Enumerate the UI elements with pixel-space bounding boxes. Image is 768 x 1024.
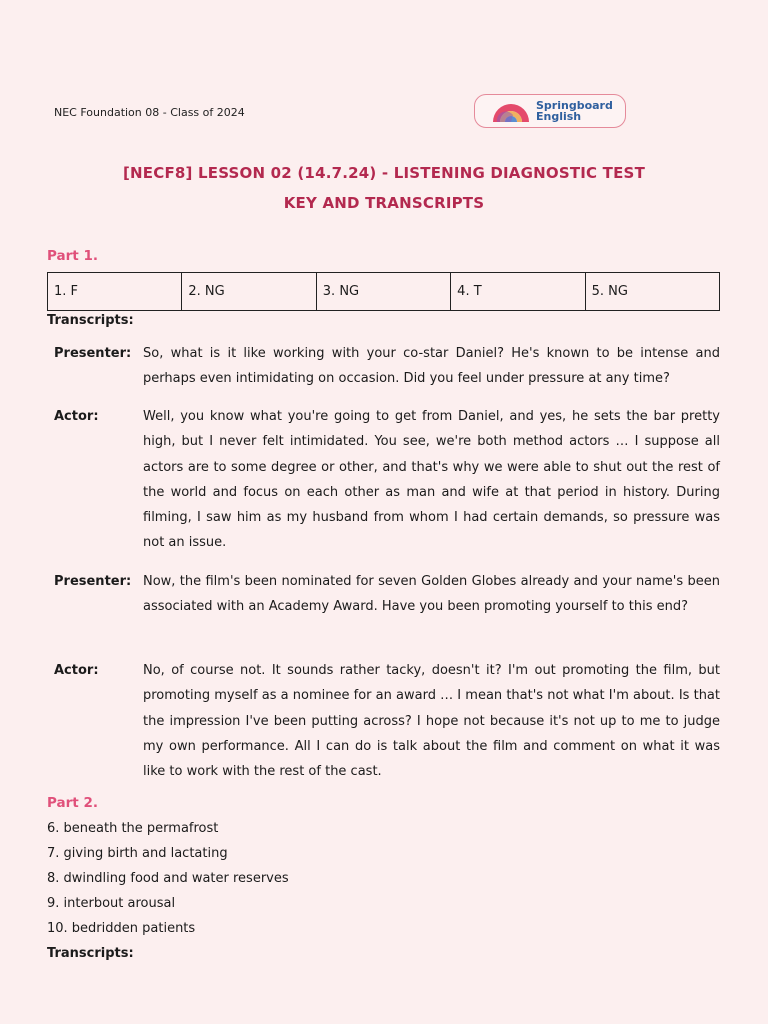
logo-text-line1: Springboard [536,99,613,112]
answer-cell: 1. F [48,273,182,311]
table-row [48,273,720,311]
list-item: 10. bedridden patients [47,921,196,936]
list-item: 9. interbout arousal [47,896,176,911]
logo-text-line2: English [536,110,582,123]
speaker-label: Presenter: [54,346,132,361]
part2-answer-list [47,816,289,941]
part1-transcripts-label: Transcripts: [47,313,134,328]
speaker-label: Presenter: [54,574,132,589]
speech-text: No, of course not. It sounds rather tacky, doesn't it? I'm out promoting the film, but promoting myself as a nominee for an award … I mean that's not what I'm about. Is that the impression I've been putting across? I hope not because it's not up to me to judge my own performance. All I can do is talk about the film and comment on what it was like to work with the rest of the cast. [143,663,720,780]
class-info: NEC Foundation 08 - Class of 2024 [54,106,245,119]
speech-text: Now, the film's been nominated for seven Golden Globes already and your name's been associated with an Academy Award. Have you been promoting yourself to this end? [143,574,720,615]
springboard-logo [474,94,626,128]
list-item: 7. giving birth and lactating [47,846,228,861]
page-title: [NECF8] LESSON 02 (14.7.24) - LISTENING DIAGNOSTIC TEST [122,164,645,182]
answer-cell: 4. T [451,273,585,311]
speech-text: So, what is it like working with your co-star Daniel? He's known to be intense and perhaps even intimidating on occasion. Did you feel under pressure at any time? [143,346,720,387]
part2-heading: Part 2. [47,795,98,811]
part2-transcripts-label: Transcripts: [47,946,134,961]
part1-answer-table [47,272,720,311]
list-item: 6. beneath the permafrost [47,821,219,836]
list-item: 8. dwindling food and water reserves [47,871,289,886]
rainbow-logo-icon [491,101,531,123]
speech-text: Well, you know what you're going to get from Daniel, and yes, he sets the bar pretty high, but I never felt intimidated. You see, we're both method actors … I suppose all actors are to some degree or other, and that's why we were able to shut out the rest of the world and focus on each other as man and wife at that period in history. During filming, I saw him as my husband from whom I had certain demands, so pressure was not an issue. [143,409,720,551]
speaker-label: Actor: [54,663,99,678]
answer-cell: 5. NG [585,273,719,311]
answer-cell: 2. NG [182,273,316,311]
part1-heading: Part 1. [47,248,98,264]
speaker-label: Actor: [54,409,99,424]
page-subtitle: KEY AND TRANSCRIPTS [283,194,485,212]
answer-cell: 3. NG [316,273,450,311]
